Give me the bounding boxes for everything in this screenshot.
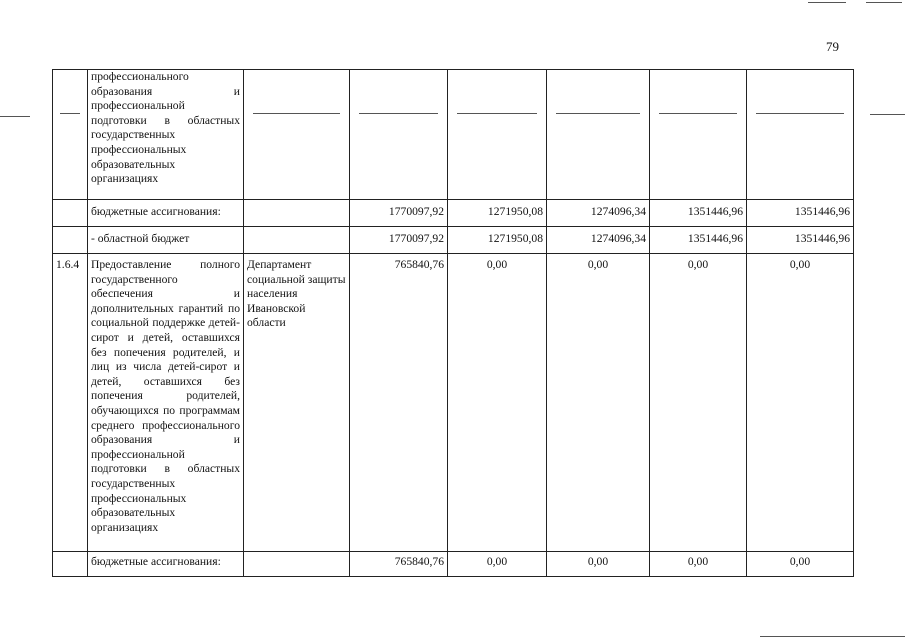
- empty-dash: [756, 113, 844, 114]
- value-cell: 0,00: [547, 254, 650, 552]
- value-cell: [650, 70, 747, 200]
- empty-dash: [359, 113, 438, 114]
- table-row-budget-total-item: [53, 552, 854, 577]
- row-executor-cell: [244, 227, 350, 254]
- scan-mark-bottom-right: [760, 636, 905, 637]
- value-cell: 1770097,92: [350, 227, 448, 254]
- value-cell: [350, 70, 448, 200]
- row-name-cell: бюджетные ассигнования:: [88, 552, 244, 577]
- scan-mark-left: [0, 116, 30, 117]
- value-cell: 1271950,08: [448, 200, 547, 227]
- value-cell: 0,00: [747, 552, 854, 577]
- row-name-cell: профессионального образования и профессиональной подготовки в областных государственных профессиональных образовательных организациях: [88, 70, 244, 200]
- value-cell: [547, 70, 650, 200]
- empty-dash: [556, 113, 640, 114]
- value-cell: [747, 70, 854, 200]
- value-cell: 1274096,34: [547, 227, 650, 254]
- table-row-budget-total: [53, 200, 854, 227]
- empty-dash: [659, 113, 737, 114]
- value-cell: 1274096,34: [547, 200, 650, 227]
- budget-table: [52, 69, 854, 577]
- value-cell: 1351446,96: [747, 227, 854, 254]
- scan-mark-right: [870, 114, 905, 115]
- empty-dash: [457, 113, 537, 114]
- value-cell: [448, 70, 547, 200]
- row-number-cell: [53, 552, 88, 577]
- row-executor-cell: [244, 200, 350, 227]
- row-number-cell: [53, 200, 88, 227]
- row-executor-cell: [244, 70, 350, 200]
- value-cell: 0,00: [650, 552, 747, 577]
- scan-mark-top-right-2: [866, 2, 902, 3]
- row-name-cell: - областной бюджет: [88, 227, 244, 254]
- row-number-cell: [53, 70, 88, 200]
- row-executor-cell: [244, 552, 350, 577]
- value-cell: 0,00: [448, 254, 547, 552]
- row-number-cell: 1.6.4: [53, 254, 88, 552]
- row-number-cell: [53, 227, 88, 254]
- row-name-cell: Предоставление полного государственного обеспечения и дополнительных гарантий по социальной поддержке детей-сирот и детей, оставшихся без попечения родителей, и лиц из числа детей-сирот и детей, оставшихся без попечения родителей, обучающихся по программам среднего профессионального образования и профессиональной подготовки в областных государственных профессиональных образовательных организациях: [88, 254, 244, 552]
- row-name-cell: бюджетные ассигнования:: [88, 200, 244, 227]
- value-cell: 0,00: [747, 254, 854, 552]
- empty-dash: [253, 113, 340, 114]
- row-executor-cell: Департамент социальной защиты населения Ивановской области: [244, 254, 350, 552]
- table-row-continuation: [53, 70, 854, 200]
- table-row-regional-budget: [53, 227, 854, 254]
- page-number: 79: [826, 39, 839, 54]
- value-cell: 1770097,92: [350, 200, 448, 227]
- value-cell: 1271950,08: [448, 227, 547, 254]
- value-cell: 1351446,96: [650, 200, 747, 227]
- table-row-item-1-6-4: [53, 254, 854, 552]
- value-cell: 1351446,96: [650, 227, 747, 254]
- value-cell: 0,00: [448, 552, 547, 577]
- value-cell: 0,00: [547, 552, 650, 577]
- empty-dash: [60, 113, 80, 114]
- value-cell: 765840,76: [350, 254, 448, 552]
- scan-mark-top-right-1: [808, 2, 846, 3]
- value-cell: 0,00: [650, 254, 747, 552]
- value-cell: 765840,76: [350, 552, 448, 577]
- value-cell: 1351446,96: [747, 200, 854, 227]
